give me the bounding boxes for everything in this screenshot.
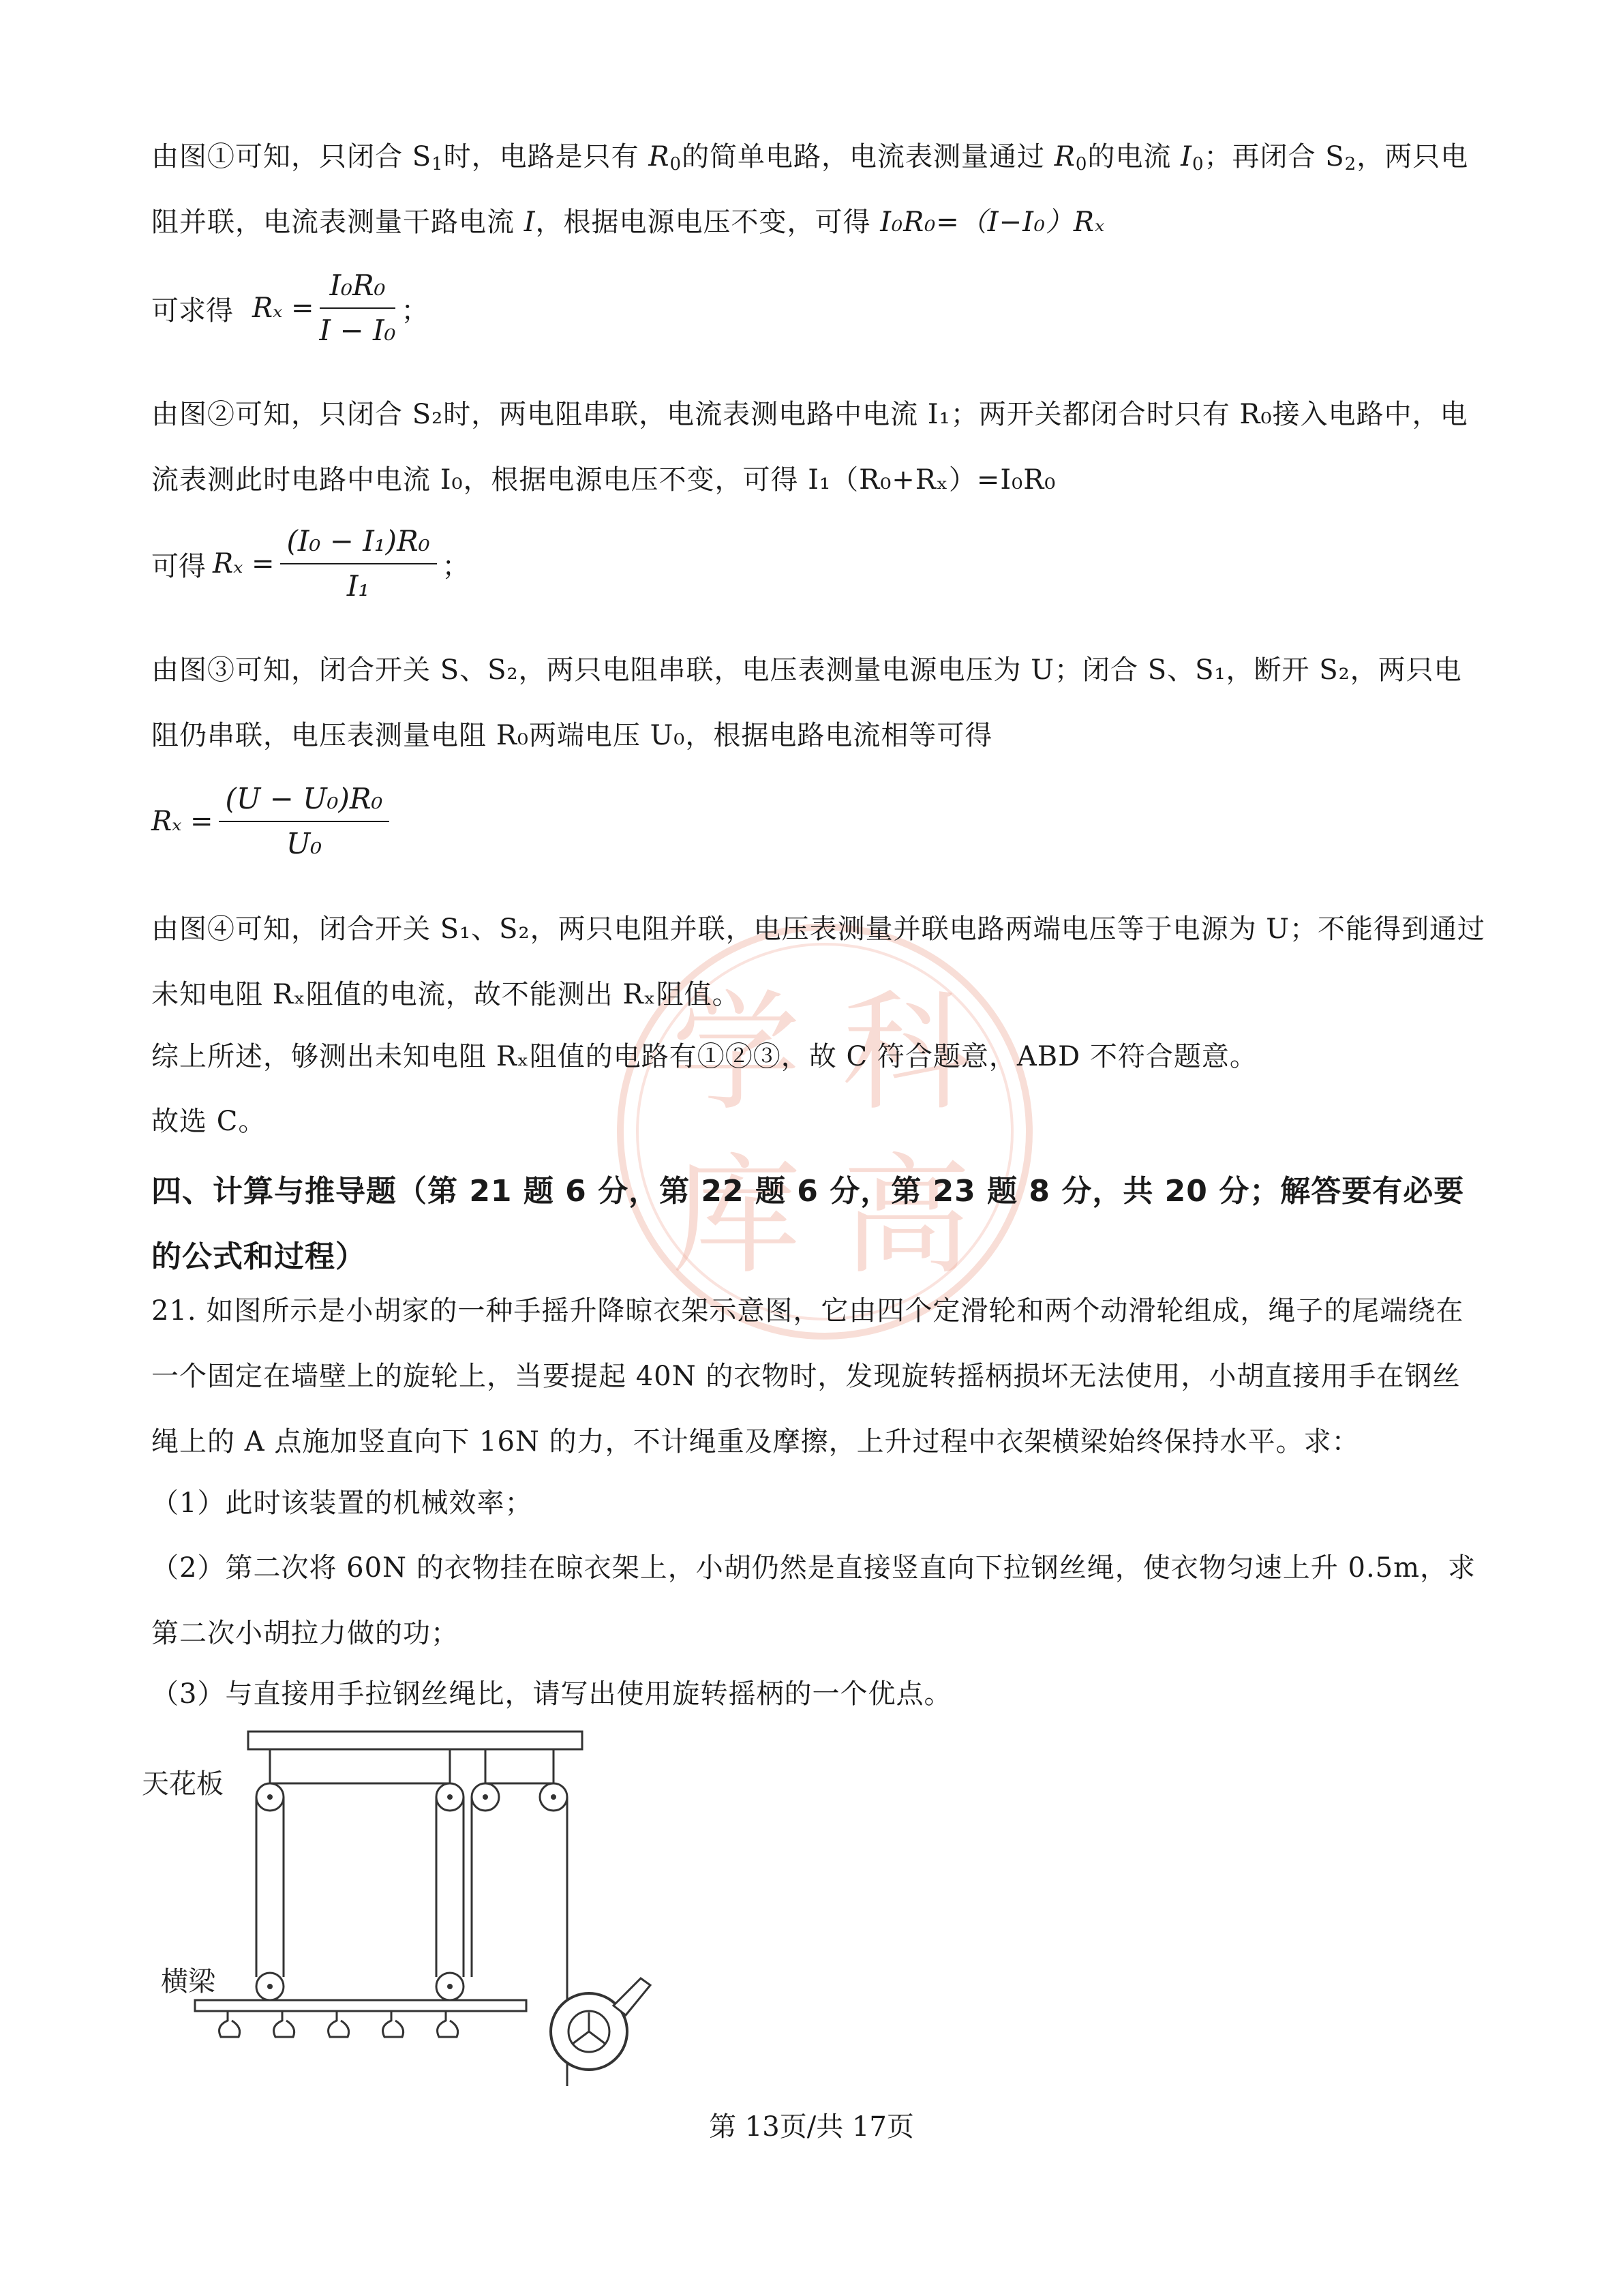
formula-lead: 可求得	[151, 294, 233, 327]
denominator: I₁	[346, 569, 370, 603]
paragraph-fig1	[151, 124, 1487, 255]
text: 综上所述，够测出未知电阻 Rₓ阻值的电路有①②③，故 C 符合题意，ABD 不符合题意。	[151, 1041, 1258, 1072]
denominator: U₀	[286, 827, 322, 860]
formula-lhs: Rₓ =	[252, 292, 314, 324]
text: ；再闭合 S	[1204, 141, 1345, 172]
formula-lhs: Rₓ =	[213, 548, 275, 579]
formula-lead: 可得	[151, 550, 206, 582]
formula-lhs: Rₓ =	[151, 806, 213, 837]
seal-char-3: 库	[671, 1141, 802, 1292]
equation: I₀R₀=（I−I₀）Rₓ	[880, 207, 1106, 238]
seal-char-2: 科	[841, 978, 972, 1128]
text: 由图③可知，闭合开关 S、S₂，两只电阻串联，电压表测量电源电压为 U；闭合 S、S₁，断开 S₂，两只电阻仍串联，电压表测量电阻 R₀两端电压 U₀，根据电路电流相等可得	[151, 654, 1462, 751]
text: ，两只电阻并联，电流表测量干路电流	[151, 141, 1469, 238]
formula-tail: ；	[442, 550, 470, 582]
subscript: 2	[1344, 154, 1357, 175]
paragraph-answer	[151, 1101, 266, 1142]
text: 由图②可知，只闭合 S₂时，两电阻串联，电流表测电路中电流 I₁；两开关都闭合时只有 R₀接入电路中，电流表测此时电路中电流 I₀，根据电源电压不变，可得 I₁（R₀+Rₓ）=I₀R₀	[151, 399, 1468, 496]
text: 21. 如图所示是小胡家的一种手摇升降晾衣架示意图，它由四个定滑轮和两个动滑轮组成，绳子的尾端绕在一个固定在墙壁上的旋轮上，当要提起 40N 的衣物时，发现旋转摇柄损坏无法使用，小胡直接用手在钢丝绳上的 A 点施加竖直向下 16N 的力，不计绳重及摩擦，上升过程中衣架横梁始终保持水平。求：	[151, 1295, 1464, 1457]
text: （3）与直接用手拉钢丝绳比，请写出使用旋转摇柄的一个优点。	[151, 1678, 952, 1710]
paragraph-fig3	[151, 637, 1487, 768]
crank-wheel	[545, 1957, 682, 2093]
fraction	[219, 783, 390, 860]
text: 由图①可知，只闭合 S	[151, 141, 432, 172]
question-21-part-1	[151, 1483, 532, 1524]
seal-char-1: 学	[671, 978, 802, 1128]
denominator: I − I₀	[319, 314, 396, 347]
formula-rx-1	[151, 269, 428, 347]
text: 故选 C。	[151, 1106, 267, 1137]
ceiling-bar	[248, 1732, 582, 1749]
paragraph-summary	[151, 1036, 1258, 1077]
section-heading	[151, 1159, 1487, 1290]
subscript: 0	[669, 154, 682, 175]
fraction	[280, 525, 437, 603]
page-number: 第 13页/共 17页	[709, 2111, 914, 2143]
formula-rx-3	[151, 783, 395, 860]
page-footer	[0, 2106, 1623, 2147]
paragraph-fig2	[151, 382, 1487, 513]
subscript: 0	[1192, 154, 1204, 175]
symbol: R	[648, 141, 670, 172]
symbol: I	[1181, 141, 1192, 172]
paragraph-fig4	[151, 896, 1487, 1027]
question-21-stem	[151, 1278, 1487, 1475]
beam	[195, 2000, 526, 2011]
formula-tail: ；	[401, 294, 429, 327]
formula-rx-2	[151, 525, 470, 603]
text: 由图④可知，闭合开关 S₁、S₂，两只电阻并联，电压表测量并联电路两端电压等于电源为 U；不能得到通过未知电阻 Rₓ阻值的电流，故不能测出 Rₓ阻值。	[151, 913, 1486, 1010]
subscript: 1	[431, 154, 444, 175]
text: （2）第二次将 60N 的衣物挂在晾衣架上，小胡仍然是直接竖直向下拉钢丝绳，使衣物匀速上升 0.5m，求第二次小胡拉力做的功；	[151, 1552, 1476, 1649]
numerator: (I₀ − I₁)R₀	[280, 525, 437, 564]
beam-label: 横梁	[161, 1966, 215, 1997]
text: 时，电路是只有	[443, 141, 649, 172]
symbol: I	[524, 207, 536, 238]
text: ，根据电源电压不变，可得	[535, 207, 881, 238]
numerator: (U − U₀)R₀	[219, 783, 390, 822]
fraction	[320, 269, 396, 347]
text: 的电流	[1087, 141, 1181, 172]
seal-char-4: 高	[841, 1141, 972, 1292]
text: （1）此时该装置的机械效率；	[151, 1487, 533, 1519]
hooks	[219, 2011, 458, 2037]
section-title: 四、计算与推导题（第 21 题 6 分，第 22 题 6 分，第 23 题 8 分，共 20 分；解答要有必要的公式和过程）	[151, 1174, 1465, 1274]
subscript: 0	[1075, 154, 1088, 175]
symbol: R	[1054, 141, 1076, 172]
question-21-part-2	[151, 1535, 1487, 1666]
text: 的简单电路，电流表测量通过	[682, 141, 1055, 172]
ceiling-label: 天花板	[142, 1768, 224, 1800]
numerator: I₀R₀	[320, 269, 396, 309]
